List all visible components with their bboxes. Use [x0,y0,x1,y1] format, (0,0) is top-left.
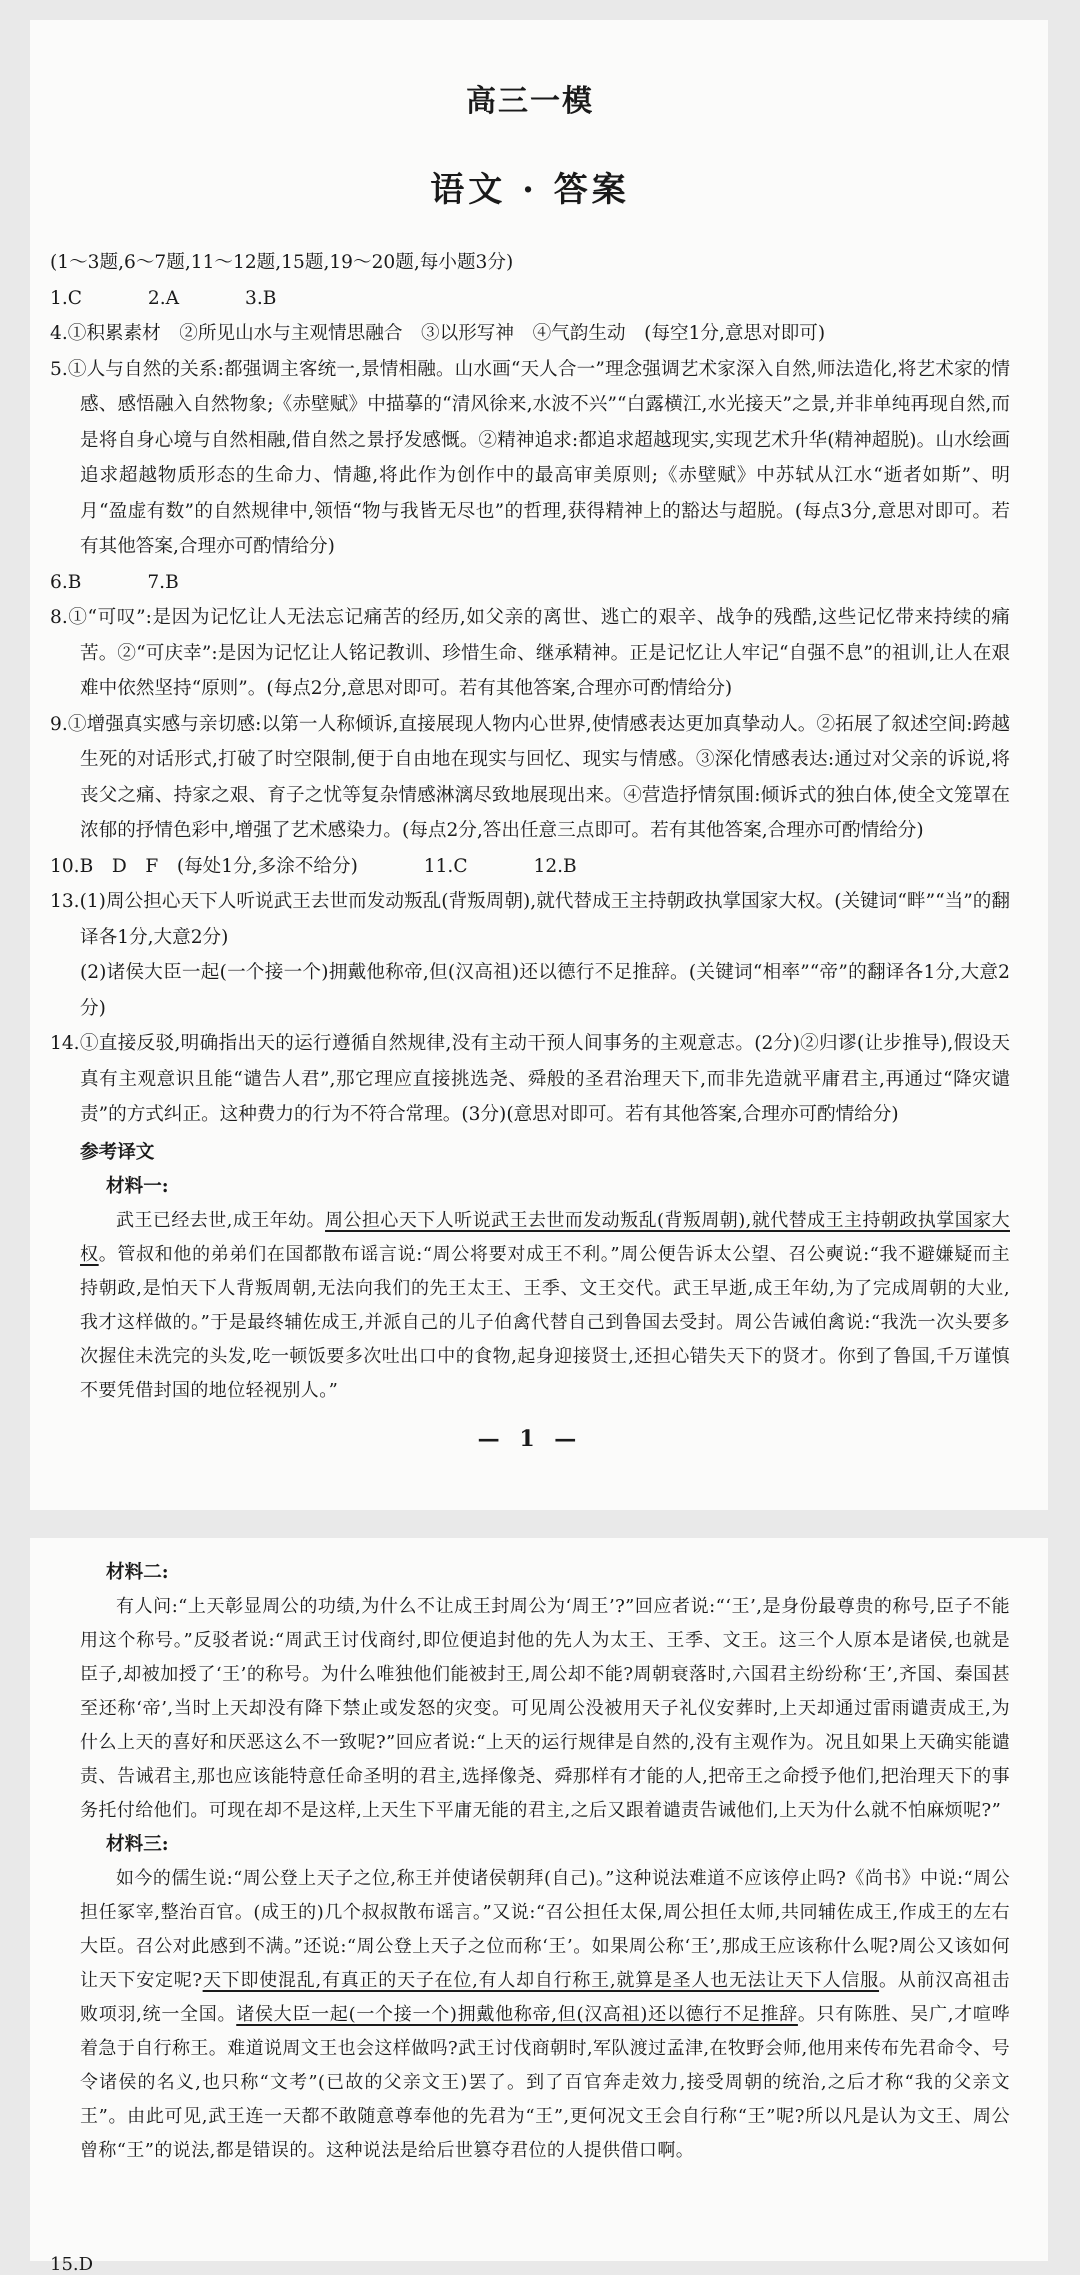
material-3-underlined-sentence-1: 天下即使混乱,有真正的天子在位,有人却自行称王,就算是圣人也无法让天下人信服 [202,1970,880,1991]
material-2-heading: 材料二: [106,1562,169,1583]
material-3-underlined-sentence-2: 诸侯大臣一起(一个接一个)拥戴他称帝,但(汉高祖)还以德行不足推辞 [236,2004,798,2025]
subject-title: 语文 · 答案 [430,170,630,210]
mc-answers-6-7 [50,565,1010,601]
answer-q1: 1.C [50,287,82,309]
answer-q3: 3.B [244,287,277,309]
answer-q14: 14.①直接反驳,明确指出天的运行遵循自然规律,没有主动干预人间事务的主观意志。(2分)②归谬(让步推导),假设天真有主观意识且能“谴告人君”,那它理应直接挑选尧、舜般的圣君治理天下,而非先造就平庸君主,再通过“降灾谴责”的方式纠正。这种费力的行为不符合常理。(3分)(意思对即可。若有其他答案,合理亦可酌情给分) [50,1033,1010,1125]
material-1-text-rest: 。管叔和他的弟弟们在国都散布谣言说:“周公将要对成王不利。”周公便告诉太公望、召公奭说:“我不避嫌疑而主持朝政,是怕天下人背叛周朝,无法向我们的先王太王、王季、文王交代。武王早逝,成王年幼,为了完成周朝的大业,我才这样做的。”于是最终辅佐成王,并派自己的儿子伯禽代替自己到鲁国去受封。周公告诫伯禽说:“我洗一次头要多次握住未洗完的头发,吃一顿饭要多次吐出口中的食物,起身迎接贤士,还担心错失天下的贤才。你到了鲁国,千万谨慎不要凭借封国的地位轻视别人。” [80,1243,1010,1401]
answer-q12: 12.B [533,855,577,877]
material-1-translation [80,1204,1010,1408]
material-3-text-rest: 。只有陈胜、吴广,才喧哗着急于自行称王。难道说周文王也会这样做吗?武王讨伐商朝时,军队渡过孟津,在牧野会师,他用来传布先君命令、号令诸侯的名义,也只称“文考”(已故的父亲文王)罢了。到了百官奔走效力,接受周朝的统治,之后才称“我的父亲文王”。由此可见,武王连一天都不敢随意尊奉他的先君为“王”,更何况文王会自行称“王”呢?所以凡是认为文王、周公曾称“王”的说法,都是错误的。这种说法是给后世篡夺君位的人提供借口啊。 [80,2004,1011,2161]
answer-q10: 10.B D F (每处1分,多涂不给分) [50,855,358,877]
answers-q10-q12 [50,849,1010,885]
material-2-translation: 有人问:“上天彰显周公的功绩,为什么不让成王封周公为‘周王’?”回应者说:“‘王’,是身份最尊贵的称号,臣子不能用这个称号。”反驳者说:“周武王讨伐商纣,即位便追封他的先人为太王、王季、文王。这三个人原本是诸侯,也就是臣子,却被加授了‘王’的称号。为什么唯独他们能被封王,周公却不能?周朝衰落时,六国君主纷纷称‘王’,齐国、秦国甚至还称‘帝’,当时上天却没有降下禁止或发怒的灾变。可见周公没被用天子礼仪安葬时,上天却通过雷雨谴责成王,为什么上天的喜好和厌恶这么不一致呢?”回应者说:“上天的运行规律是自然的,没有主观作为。况且如果上天确实能谴责、告诫君主,那也应该能特意任命圣明的君主,选择像尧、舜那样有才能的人,把帝王之命授予他们,把治理天下的事务托付给他们。可现在却不是这样,上天生下平庸无能的君主,之后又跟着谴责告诫他们,上天为什么就不怕麻烦呢?” [80,1596,1010,1821]
material-1-underlined-sentence: 周公担心天下人听说武王去世而发动叛乱(背叛周朝),就代替成王主持朝政执掌国家大权 [80,1209,1010,1265]
answer-q4: 4.①积累素材 ②所见山水与主观情思融合 ③以形写神 ④气韵生动 (每空1分,意思对即可) [50,323,826,344]
material-3-translation [80,1862,1010,2168]
answer-q5: 5.①人与自然的关系:都强调主客统一,景情相融。山水画“天人合一”理念强调艺术家深入自然,师法造化,将艺术家的情感、感悟融入自然物象;《赤壁赋》中描摹的“清风徐来,水波不兴”“白露横江,水光接天”之景,并非单纯再现自然,而是将自身心境与自然相融,借自然之景抒发感慨。②精神追求:都追求超越现实,实现艺术升华(精神超脱)。山水绘画追求超越物质形态的生命力、情趣,将此作为创作中的最高审美原则;《赤壁赋》中苏轼从江水“逝者如斯”、明月“盈虚有数”的自然规律中,领悟“物与我皆无尽也”的哲理,获得精神上的豁达与超脱。(每点3分,意思对即可。若有其他答案,合理亦可酌情给分) [50,358,1010,557]
answer-q13-part2: (2)诸侯大臣一起(一个接一个)拥戴他称帝,但(汉高祖)还以德行不足推辞。(关键词“相率”“帝”的翻译各1分,大意2分) [80,962,1010,1019]
material-3-text-start: 如今的儒生说:“周公登上天子之位,称王并使诸侯朝拜(自己)。”这种说法难道不应该停止吗?《尚书》中说:“周公担任冢宰,整治百官。(成王的)几个叔叔散布谣言。”又说:“召公担任太保,周公担任太师,共同辅佐成王,作成王的左右大臣。召公对此感到不满。”还说:“周公登上天子之位而称‘王’。如果周公称‘王’,那成王应该称什么呢?周公又该如何让天下安定呢? [80,1868,1010,1991]
answer-q7: 7.B [147,571,179,593]
answer-q13-part1: 13.(1)周公担心天下人听说武王去世而发动叛乱(背叛周朝),就代替成王主持朝政执掌国家大权。(关键词“畔”“当”的翻译各1分,大意2分) [50,891,1010,948]
mc-answers-1-3 [50,281,1010,317]
material-3-heading: 材料三: [106,1834,169,1855]
material-3-text-middle: 。从前汉高祖击败项羽,统一全国。 [80,1970,1010,2025]
answer-q2: 2.A [147,287,180,309]
scoring-note: (1～3题,6～7题,11～12题,15题,19～20题,每小题3分) [50,252,514,273]
answer-page-1 [30,20,1048,1510]
answer-q9: 9.①增强真实感与亲切感:以第一人称倾诉,直接展现人物内心世界,使情感表达更加真挚动人。②拓展了叙述空间:跨越生死的对话形式,打破了时空限制,便于自由地在现实与回忆、现实与情感。③深化情感表达:通过对父亲的诉说,将丧父之痛、持家之艰、育子之忧等复杂情感淋漓尽致地展现出来。④营造抒情氛围:倾诉式的独白体,使全文笼罩在浓郁的抒情色彩中,增强了艺术感染力。(每点2分,答出任意三点即可。若有其他答案,合理亦可酌情给分) [50,713,1010,841]
answer-q6: 6.B [50,571,82,593]
answer-q15: 15.D [50,2254,94,2275]
answer-q11: 11.C [423,855,468,877]
material-1-text-start: 武王已经去世,成王年幼。 [116,1209,326,1231]
answer-page-2 [30,1538,1048,2275]
material-1-heading: 材料一: [106,1175,169,1197]
page-number: — 1 — [477,1425,583,1452]
reference-translation-heading: 参考译文 [80,1141,155,1163]
answer-q8: 8.①“可叹”:是因为记忆让人无法忘记痛苦的经历,如父亲的离世、逃亡的艰辛、战争的残酷,这些记忆带来持续的痛苦。②“可庆幸”:是因为记忆让人铭记教训、珍惜生命、继承精神。正是记忆让人牢记“自强不息”的祖训,让人在艰难中依然坚持“原则”。(每点2分,意思对即可。若有其他答案,合理亦可酌情给分) [50,607,1010,699]
exam-title: 高三一模 [466,84,594,119]
